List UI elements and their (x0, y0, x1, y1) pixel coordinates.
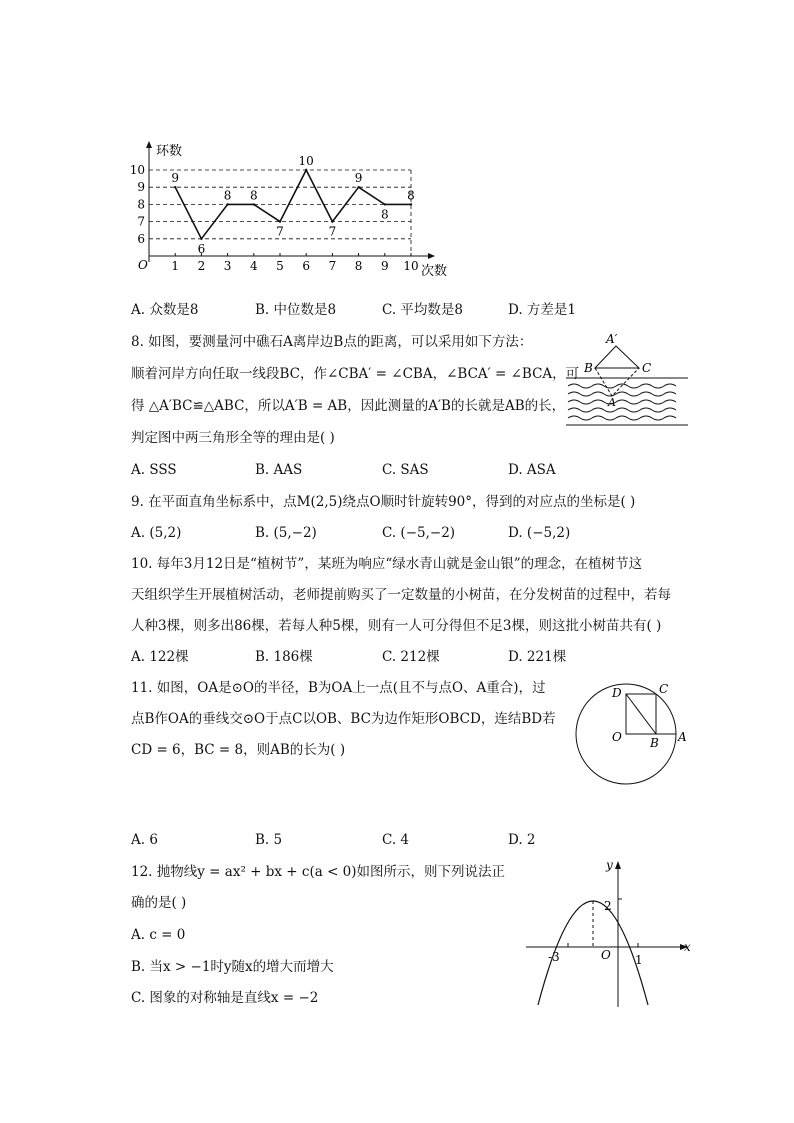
q7-data-label-4: 8 (249, 188, 258, 203)
q12-label-1: 1 (635, 953, 643, 967)
q11-label-a: A (678, 730, 687, 744)
q7-y-tick-9: 9 (137, 180, 145, 195)
q7-point-7 (331, 220, 333, 222)
q11-option-d[interactable]: D. 2 (508, 832, 536, 848)
q7-x-tick-1: 1 (171, 259, 180, 273)
q7-point-2 (200, 238, 202, 240)
q7-y-tick-10: 10 (130, 163, 145, 177)
q11-circle-figure (570, 678, 695, 788)
q7-data-label-1: 9 (171, 171, 180, 186)
q7-x-tick-9: 9 (380, 259, 389, 273)
q11-text-line-3: CD = 6，BC = 8，则AB的长为( ) (131, 742, 346, 758)
q8-triangle-upper (595, 346, 639, 368)
q8-triangle-lower (595, 368, 639, 396)
q12-label-y: y (606, 858, 613, 872)
q7-data-label-8: 9 (354, 171, 363, 186)
q11-option-a[interactable]: A. 6 (131, 832, 158, 848)
q7-point-8 (357, 186, 359, 188)
q7-x-tick-10: 10 (403, 259, 419, 273)
q12-label-neg3: -3 (548, 950, 560, 964)
q10-option-d[interactable]: D. 221棵 (508, 649, 567, 665)
q12-text-line-1: 12. 抛物线y = ax² + bx + c(a < 0)如图所示，则下列说法正 (131, 864, 506, 880)
q8-option-c[interactable]: C. SAS (382, 462, 429, 478)
q9-text-line-1: 9. 在平面直角坐标系中，点M(2,5)绕点O顺时针旋转90°，得到的对应点的坐标是( ) (131, 494, 636, 510)
q7-option-a[interactable]: A. 众数是8 (131, 302, 199, 318)
q7-point-5 (279, 220, 281, 222)
q11-label-b: B (650, 736, 659, 750)
q7-data-label-3: 8 (223, 188, 232, 203)
q7-option-b[interactable]: B. 中位数是8 (255, 302, 337, 318)
q7-x-tick-2: 2 (197, 259, 206, 273)
q7-data-label-9: 8 (380, 207, 389, 222)
q7-line-chart (130, 135, 450, 285)
q12-label-2: 2 (604, 899, 612, 913)
q7-x-tick-4: 4 (249, 259, 258, 273)
q7-point-9 (384, 203, 386, 205)
q11-label-d: D (612, 686, 622, 700)
q7-point-4 (253, 203, 255, 205)
q7-y-axis-label: 环数 (156, 144, 183, 159)
q7-option-c[interactable]: C. 平均数是8 (382, 302, 464, 318)
q9-option-b[interactable]: B. (5,−2) (255, 525, 317, 541)
q11-option-c[interactable]: C. 4 (382, 832, 410, 848)
q9-option-c[interactable]: C. (−5,−2) (382, 525, 456, 541)
q11-diagonal-bd (626, 694, 656, 734)
q8-wave-3 (568, 400, 676, 404)
q12-text-line-2: 确的是( ) (131, 895, 187, 911)
q8-river-figure (560, 330, 695, 430)
q7-x-tick-7: 7 (328, 259, 337, 273)
q12-parabola-figure (520, 855, 700, 1010)
q10-text-line-1: 10. 每年3月12日是“植树节”，某班为响应“绿水青山就是金山银”的理念，在植树节这 (131, 556, 643, 572)
q7-y-tick-8: 8 (137, 197, 145, 212)
q12-option-b[interactable]: B. 当x > −1时y随x的增大而增大 (131, 959, 334, 975)
q8-text-line-4: 判定图中两三角形全等的理由是( ) (131, 430, 335, 446)
q7-x-axis-label: 次数 (421, 264, 448, 279)
q7-data-label-6: 10 (298, 154, 314, 168)
q12-option-c[interactable]: C. 图象的对称轴是直线x = −2 (131, 990, 319, 1006)
q8-option-b[interactable]: B. AAS (255, 462, 303, 478)
q8-wave-2 (568, 392, 676, 396)
q8-text-line-1: 8. 如图，要测量河中礁石A离岸边B点的距离，可以采用如下方法： (131, 334, 533, 350)
q8-label-b: B (584, 361, 593, 375)
q11-text-line-2: 点B作OA的垂线交⊙O于点C以OB、BC为边作矩形OBCD，连结BD若 (131, 711, 556, 727)
q7-origin-label: O (138, 258, 148, 272)
q7-x-tick-3: 3 (223, 259, 232, 273)
q8-label-c: C (642, 361, 652, 375)
q10-option-a[interactable]: A. 122棵 (131, 649, 189, 665)
q8-wave-4 (568, 408, 676, 412)
q7-x-tick-6: 6 (302, 259, 311, 273)
q7-y-arrow (146, 141, 152, 148)
q12-y-arrow (615, 861, 621, 869)
q11-label-o: O (612, 730, 622, 744)
q12-label-x: x (684, 940, 691, 954)
q7-x-tick-5: 5 (276, 259, 284, 273)
q12-label-o: O (601, 948, 611, 962)
q10-text-line-3: 人种3棵，则多出86棵，若每人种5棵，则有一人可分得但不足3棵，则这批小树苗共有( ) (131, 618, 662, 634)
q8-text-line-2: 顺着河岸方向任取一线段BC，作∠CBA′ = ∠CBA，∠BCA′ = ∠BCA，可 (131, 366, 580, 382)
q7-point-1 (174, 186, 176, 188)
q7-data-label-10: 8 (407, 188, 415, 203)
q9-option-a[interactable]: A. (5,2) (131, 525, 182, 541)
q12-option-a[interactable]: A. c = 0 (131, 927, 186, 943)
q8-label-a-prime: A′ (606, 332, 618, 346)
q7-point-6 (305, 169, 307, 171)
q7-point-10 (410, 203, 412, 205)
q7-y-tick-6: 6 (137, 231, 145, 246)
q7-y-tick-7: 7 (137, 214, 145, 229)
q10-option-c[interactable]: C. 212棵 (382, 649, 440, 665)
q8-option-d[interactable]: D. ASA (508, 462, 556, 478)
q8-option-a[interactable]: A. SSS (131, 462, 177, 478)
q11-label-c: C (659, 682, 669, 696)
q7-data-label-7: 7 (328, 224, 337, 239)
q10-option-b[interactable]: B. 186棵 (255, 649, 313, 665)
q11-option-b[interactable]: B. 5 (255, 832, 283, 848)
q11-text-line-1: 11. 如图，OA是⊙O的半径，B为OA上一点(且不与点O、A重合)，过 (131, 680, 546, 696)
q9-option-d[interactable]: D. (−5,2) (508, 525, 571, 541)
q7-data-label-5: 7 (276, 224, 284, 239)
q7-x-tick-8: 8 (354, 259, 363, 273)
q8-label-a: A (608, 396, 616, 409)
q7-point-3 (226, 203, 228, 205)
q8-wave-5 (568, 416, 676, 420)
q10-text-line-2: 天组织学生开展植树活动，老师提前购买了一定数量的小树苗，在分发树苗的过程中，若每 (131, 587, 671, 603)
q8-text-line-3: 得 △A′BC≌△ABC，所以A′B = AB，因此测量的A′B的长就是AB的长， (131, 398, 566, 414)
q7-data-label-2: 6 (197, 241, 206, 256)
q7-x-arrow (428, 253, 435, 259)
q7-option-d[interactable]: D. 方差是1 (508, 302, 577, 318)
